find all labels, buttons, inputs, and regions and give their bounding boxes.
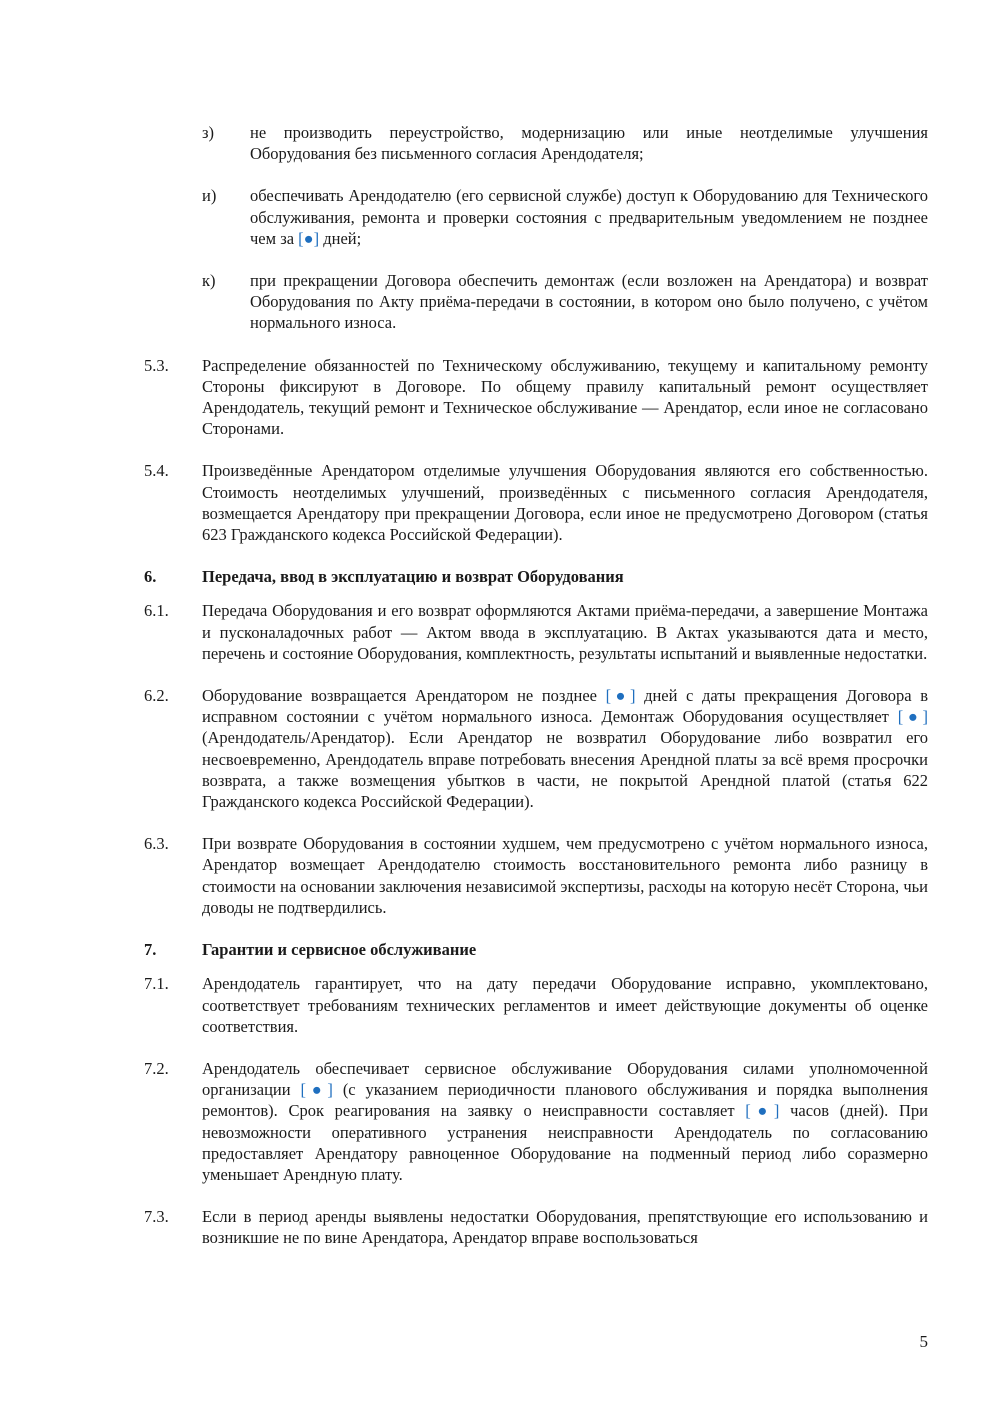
clause-number: 6.1. [144,601,169,621]
clause [144,685,928,812]
text-run: дней; [319,228,362,248]
text-run: Передача, ввод в эксплуатацию и возврат Оборудования [202,567,624,587]
text-run: Арендодатель гарантирует, что на дату передачи Оборудование исправно, укомплектовано, соответствует требованиям технических регламентов и имеет действующие документы об оценке соответствия. [202,974,928,1036]
placeholder-marker: [●] [745,1101,780,1121]
clause-number: и) [202,186,217,206]
text-run: Оборудование возвращается Арендатором не позднее [202,686,606,706]
section-heading [144,939,928,960]
placeholder-marker: [●] [897,707,928,727]
placeholder-marker: [●] [300,1080,333,1100]
clause-number: 7. [144,940,157,960]
placeholder-marker: [●] [298,228,320,248]
text-run: при прекращении Договора обеспечить демонтаж (если возложен на Арендатора) и возврат Оборудования по Акту приёма-передачи в состоянии, в котором оно было получено, с учётом нормального износа. [250,271,928,333]
clause-number: к) [202,271,216,291]
text-run: обеспечивать Арендодателю (его сервисной службе) доступ к Оборудованию для Технического обслуживания, ремонта и проверки состояния с предварительным уведомлением не позднее чем за [250,186,928,248]
clause-number: 7.2. [144,1058,169,1078]
text-run: Передача Оборудования и его возврат оформляются Актами приёма-передачи, а завершение Монтажа и пусконаладочных работ — Актом ввода в эксплуатацию. В Актах указываются дата и место, перечень и состояние Оборудования, комплектность, результаты испытаний и выявленные недостатки. [202,601,928,663]
clause [144,833,928,918]
text-run: Произведённые Арендатором отделимые улучшения Оборудования являются его собственностью. Стоимость неотделимых улучшений, произведённых с письменного согласия Арендодателя, возмещается Арендатору при прекращении Договора, если иное не предусмотрено Договором (статья 623 Гражданского кодекса Российской Федерации). [202,461,928,545]
placeholder-marker: [●] [605,686,636,706]
document-body [144,122,928,1270]
clause-number: 6.3. [144,834,169,854]
clause-number: 6.2. [144,686,169,706]
clause-number: 7.1. [144,974,169,994]
clause-text [250,122,928,164]
page-number: 5 [919,1332,928,1351]
clause-text [202,1206,928,1248]
clause-text [202,939,928,960]
clause-text [202,973,928,1037]
clause [144,460,928,545]
clause [144,600,928,664]
clause-text [202,566,928,587]
clause-text [202,460,928,545]
clause-number: 5.3. [144,355,169,375]
clause-text [202,1058,928,1185]
clause-number: 6. [144,567,157,587]
section-heading [144,566,928,587]
text-run: Распределение обязанностей по Техническому обслуживанию, текущему и капитальному ремонту Стороны фиксируют в Договоре. По общему правилу капитальный ремонт осуществляет Арендодатель, текущий ремонт и Техническое обслуживание — Арендатор, если иное не согласовано Сторонами. [202,355,928,439]
clause [144,1206,928,1248]
clause-number: 7.3. [144,1207,169,1227]
sub-clause [202,185,928,249]
text-run: При возврате Оборудования в состоянии худшем, чем предусмотрено с учётом нормального износа, Арендатор возмещает Арендодателю стоимость восстановительного ремонта либо разницу в стоимости на основании заключения независимой экспертизы, расходы на которую несёт Сторона, чьи доводы не подтвердились. [202,834,928,917]
clause-text [202,685,928,812]
clause-text [250,185,928,249]
text-run: дней с даты прекращения Договора в исправном состоянии с учётом нормального износа. Демонтаж Оборудования осуществляет [202,686,928,727]
clause-number: з) [202,123,215,142]
text-run: Если в период аренды выявлены недостатки Оборудования, препятствующие его использованию и возникшие не по вине Арендатора, Арендатор вправе воспользоваться [202,1207,928,1248]
clause-text [202,600,928,664]
clause-text [202,355,928,440]
text-run: (с указанием периодичности планового обслуживания и порядка выполнения ремонтов). Срок реагирования на заявку о неисправности составляет [202,1080,928,1121]
clause [144,355,928,440]
text-run: не производить переустройство, модернизацию или иные неотделимые улучшения Оборудования без письменного согласия Арендодателя; [250,123,928,164]
clause-text [250,270,928,334]
clause-text [202,833,928,918]
text-run: (Арендодатель/Арендатор). Если Арендатор не возвратил Оборудование либо возвратил его несвоевременно, Арендодатель вправе потребовать внесения Арендной платы за всё время просрочки возврата, а также возмещения убытков в части, не покрытой Арендной платой (статья 622 Гражданского кодекса Российской Федерации). [202,728,928,812]
clause [144,973,928,1037]
text-run: Гарантии и сервисное обслуживание [202,940,477,960]
text-run: Арендодатель обеспечивает сервисное обслуживание Оборудования силами уполномоченной организации [202,1058,928,1100]
clause [144,1058,928,1185]
sub-clause [202,270,928,334]
clause-number: 5.4. [144,461,169,481]
sub-clause [202,122,928,164]
text-run: часов (дней). При невозможности оперативного устранения неисправности Арендодатель по согласованию предоставляет Арендатору равноценное Оборудование на подменный период либо соразмерно уменьшает Арендную плату. [202,1101,928,1184]
